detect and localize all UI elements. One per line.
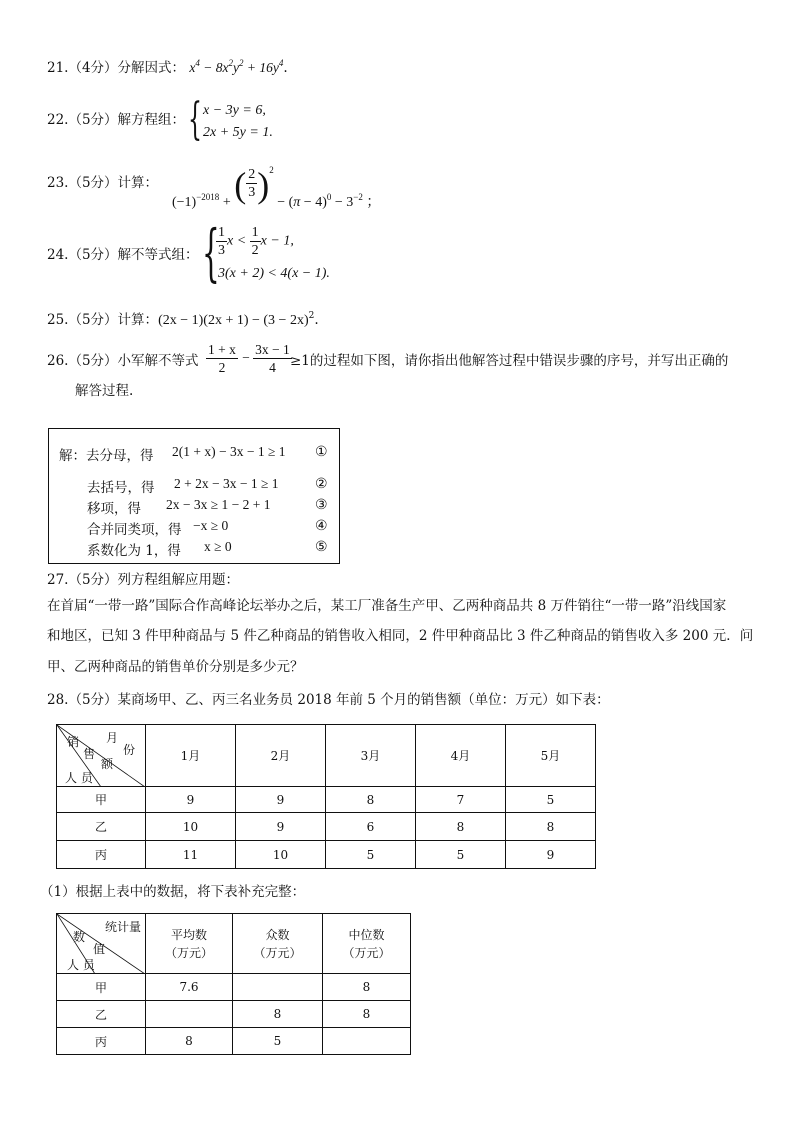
row-name: 丙 [57, 1028, 146, 1055]
q26-fraction: $\frac{1 + x}{2}$ − $\frac{3x - 1}{4}$ [208, 342, 290, 375]
step-4-label: 合并同类项，得 [87, 522, 182, 538]
table-cell: 8 [323, 1001, 411, 1028]
step-3-expr: 2x − 3x ≥ 1 − 2 + 1 [166, 497, 271, 512]
table-cell[interactable] [233, 974, 323, 1001]
table-cell: 9 [236, 787, 326, 813]
q26-frac2-den: 4 [269, 360, 276, 375]
stats-header-mode [233, 914, 323, 974]
month-header: 5月 [506, 725, 596, 787]
table-cell: 8 [416, 813, 506, 841]
stats-header-median [323, 914, 411, 974]
q26-frac1-den: 2 [218, 360, 226, 375]
table-cell: 9 [236, 813, 326, 841]
q21-tail: . [283, 60, 288, 76]
table-cell: 5 [326, 841, 416, 869]
row-name: 乙 [57, 1001, 146, 1028]
step-4-number: ④ [315, 518, 328, 534]
table-cell: 9 [146, 787, 236, 813]
question-25: 25.（5分）计算：$(2x - 1)(2x + 1) - (3 - 2x)^2$. [47, 311, 319, 328]
q28-sub1: （1）根据上表中的数据，将下表补充完整： [40, 884, 306, 900]
row-name: 丙 [57, 841, 146, 869]
month-header: 4月 [416, 725, 506, 787]
q25-prefix: 25.（5分）计算： [47, 312, 159, 328]
month-header: 2月 [236, 725, 326, 787]
q22-brace: { [188, 94, 202, 145]
stats-header-mean [146, 914, 233, 974]
stats-table-corner [57, 914, 146, 974]
q25-tail: . [314, 312, 319, 328]
table-cell[interactable] [146, 1001, 233, 1028]
table-cell: 10 [236, 841, 326, 869]
table-cell: 8 [146, 1028, 233, 1055]
q24-prefix: 24.（5分）解不等式组： [47, 247, 199, 263]
sales-table [56, 724, 596, 869]
step-1-expr: 2(1 + x) − 3x − 1 ≥ 1 [172, 444, 286, 459]
row-name: 甲 [57, 974, 146, 1001]
q21-prefix: 21.（4分）分解因式： [47, 60, 186, 76]
header-line1: 众数 [265, 927, 290, 942]
q24-brace: { [202, 216, 220, 289]
table-cell[interactable] [323, 1028, 411, 1055]
q22-eq1: x − 3y = 6, [203, 103, 266, 118]
table-row [57, 787, 596, 813]
header-line2: （万元） [342, 945, 391, 960]
step-5-label: 系数化为 1，得 [87, 543, 181, 559]
question-27-p3: 甲、乙两种商品的销售单价分别是多少元？ [47, 659, 304, 675]
table-cell: 8 [233, 1001, 323, 1028]
sales-table-corner [57, 725, 146, 787]
question-27-p2: 和地区，已知 3 件甲种商品与 5 件乙种商品的销售收入相同，2 件甲种商品比 3 件乙种商品的销售收入多 200 元．问 [47, 628, 754, 644]
q25-expression: (2x − 1)(2x + 1) − (3 − 2x) [158, 313, 309, 328]
question-21 [47, 58, 288, 78]
header-line1: 平均数 [170, 927, 207, 942]
step-5-number: ⑤ [315, 539, 328, 555]
solution-box [48, 428, 340, 564]
corner-renyuan: 人 员 [67, 958, 95, 972]
row-name: 甲 [57, 787, 146, 813]
stats-table [56, 913, 411, 1055]
question-26-suffix: ≥1的过程如下图，请你指出他解答过程中错误步骤的序号，并写出正确的 [290, 353, 729, 369]
question-22 [47, 110, 185, 130]
step-5-expr: x ≥ 0 [204, 539, 232, 554]
corner-yue: 月 [106, 731, 119, 745]
step-2-number: ② [315, 476, 328, 492]
q23-tail: ； [366, 195, 381, 210]
q26-frac2-num: 3x − 1 [255, 342, 290, 357]
corner-e: 额 [101, 757, 114, 771]
sales-table-header [57, 725, 596, 787]
question-27-title: 27.（5分）列方程组解应用题： [47, 572, 240, 588]
table-row [57, 974, 411, 1001]
table-cell: 7 [416, 787, 506, 813]
q26-frac1-num: 1 + x [208, 342, 236, 357]
question-23 [47, 173, 158, 193]
table-cell: 8 [326, 787, 416, 813]
stats-table-header [57, 914, 411, 974]
table-row [57, 1001, 411, 1028]
question-24 [47, 245, 199, 265]
corner-fen: 份 [123, 743, 136, 757]
question-27-p1: 在首届“一带一路”国际合作高峰论坛举办之后，某工厂准备生产甲、乙两种商品共 8 万件销往“一带一路”沿线国家 [47, 598, 727, 614]
q24-eq2: 3(x + 2) < 4(x − 1). [218, 266, 330, 281]
table-row [57, 1028, 411, 1055]
q23-prefix: 23.（5分）计算： [47, 175, 159, 191]
table-cell: 5 [506, 787, 596, 813]
table-cell: 7.6 [146, 974, 233, 1001]
row-name: 乙 [57, 813, 146, 841]
q22-system [203, 100, 273, 144]
table-cell: 11 [146, 841, 236, 869]
table-row [57, 813, 596, 841]
table-cell: 5 [233, 1028, 323, 1055]
table-cell: 5 [416, 841, 506, 869]
question-26-prefix: 26.（5分）小军解不等式 [47, 353, 199, 369]
q24-ineq1: $\frac{1}{3}$ x < $\frac{1}{2}$ x − 1, [218, 225, 294, 258]
step-4-expr: −x ≥ 0 [193, 518, 229, 533]
corner-tongji: 统计量 [105, 920, 142, 934]
question-28-title: 28.（5分）某商场甲、乙、丙三名业务员 2018 年前 5 个月的销售额（单位：万元）如下表： [47, 692, 610, 708]
month-header: 3月 [326, 725, 416, 787]
step-3-label: 移项，得 [87, 501, 141, 517]
table-cell: 6 [326, 813, 416, 841]
step-1-number: ① [315, 444, 328, 460]
corner-renyuan: 人 员 [65, 771, 93, 785]
header-line2: （万元） [164, 945, 213, 960]
table-cell: 10 [146, 813, 236, 841]
q22-eq2: 2x + 5y = 1. [203, 125, 273, 140]
corner-xiao: 销 [67, 735, 80, 749]
header-line2: （万元） [253, 945, 302, 960]
corner-shou: 售 [83, 747, 96, 761]
table-cell: 9 [506, 841, 596, 869]
table-cell: 8 [506, 813, 596, 841]
month-header: 1月 [146, 725, 236, 787]
step-1-label: 解：去分母，得 [59, 448, 154, 464]
table-row [57, 841, 596, 869]
corner-shu: 数 [73, 930, 86, 944]
q22-prefix: 22.（5分）解方程组： [47, 112, 186, 128]
q21-expression: $x^4 - 8x^2y^2 + 16y^4$ [189, 58, 284, 75]
header-line1: 中位数 [348, 927, 385, 942]
q23-expression: $(-1)^{-2018}$ + ( $\frac{2}{3}$ )$^2 - (\pi - 4)^0 - 3^{-2}$ ； [172, 165, 381, 210]
corner-zhi: 值 [93, 942, 106, 956]
question-26-line2: 解答过程. [75, 383, 134, 399]
step-2-expr: 2 + 2x − 3x − 1 ≥ 1 [174, 476, 279, 491]
step-2-label: 去括号，得 [87, 480, 155, 496]
step-3-number: ③ [315, 497, 328, 513]
table-cell: 8 [323, 974, 411, 1001]
